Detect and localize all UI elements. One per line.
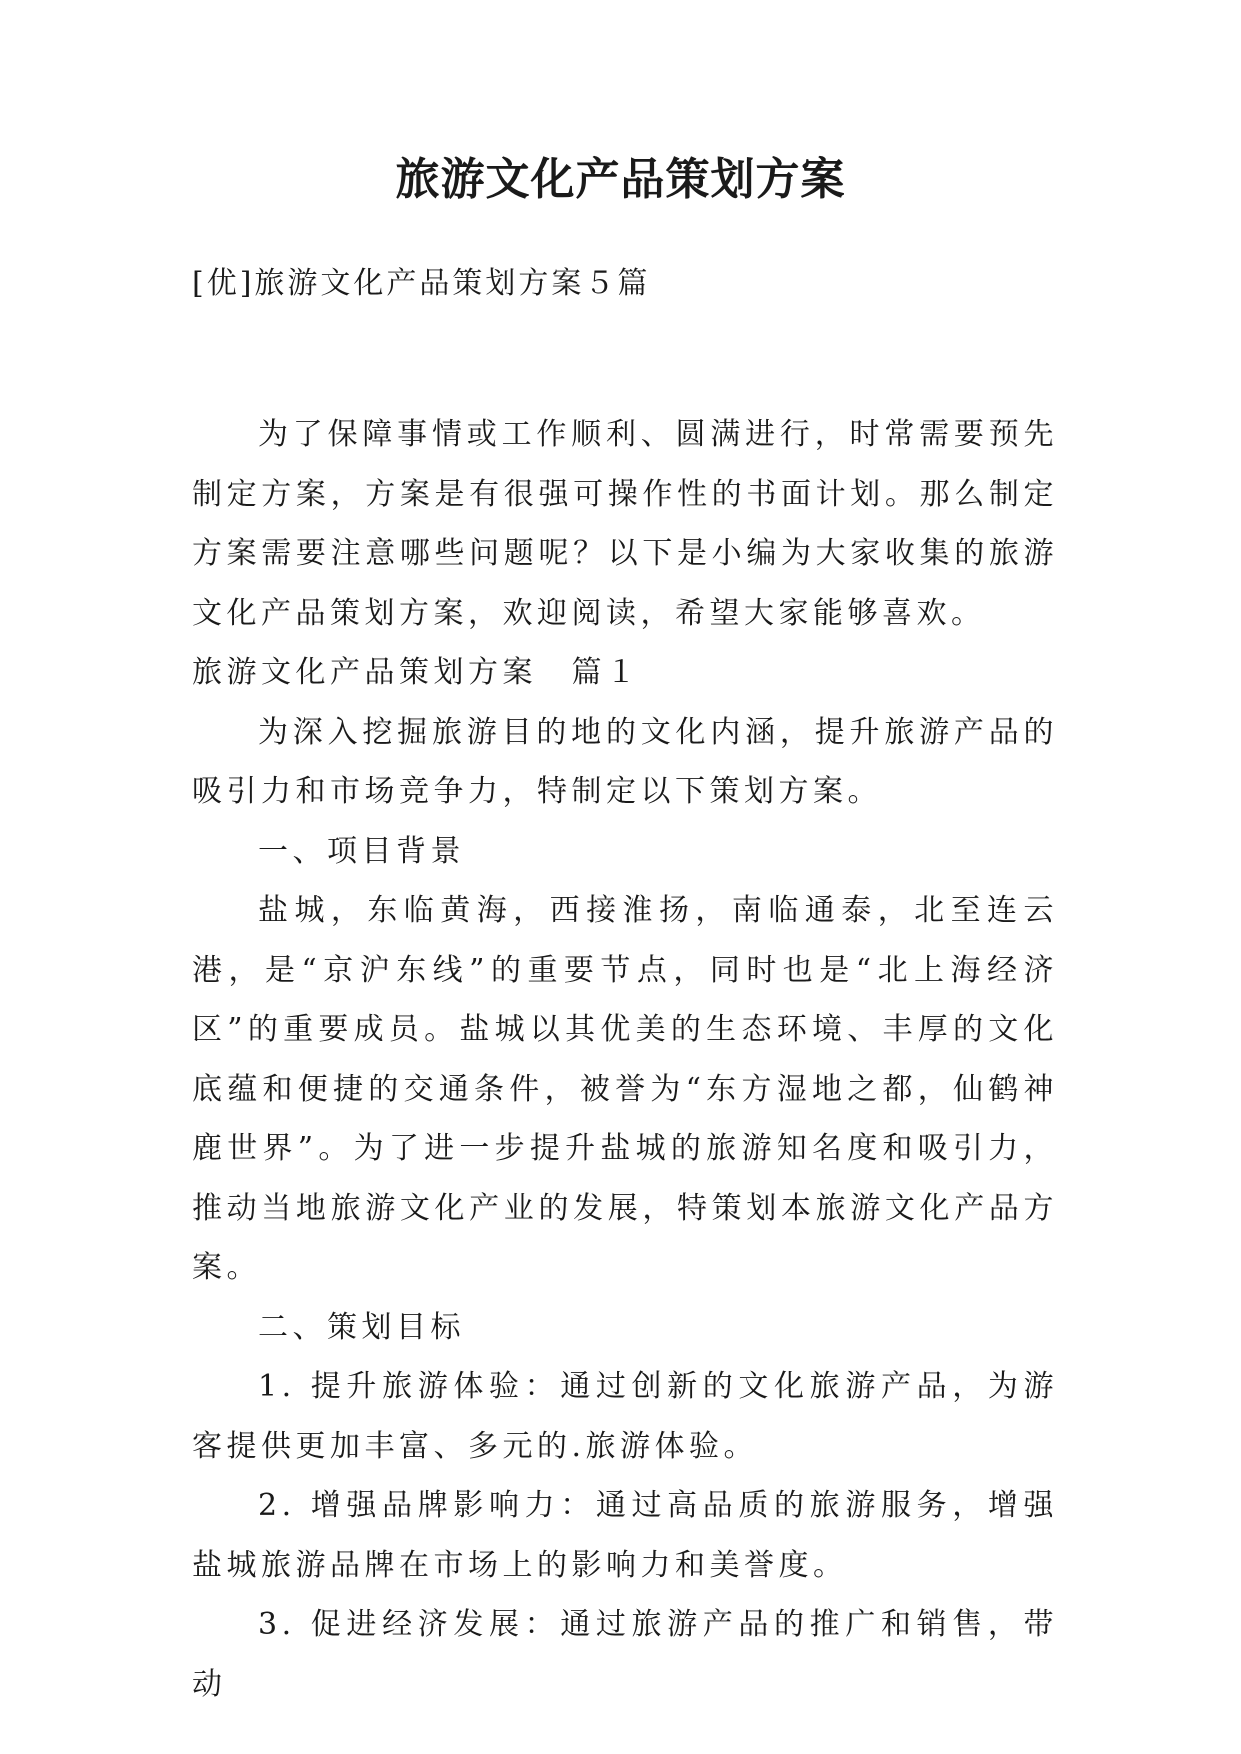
document-subtitle: [优]旅游文化产品策划方案５篇 bbox=[192, 266, 651, 301]
paragraph-purpose: 为深入挖掘旅游目的地的文化内涵，提升旅游产品的吸引力和市场竞争力，特制定以下策划方案。 bbox=[192, 714, 1058, 809]
heading-goals: 二、策划目标 bbox=[258, 1309, 465, 1345]
heading-background: 一、项目背景 bbox=[258, 833, 465, 869]
goal-item-2: 2. 增强品牌影响力：通过高品质的旅游服务，增强盐城旅游品牌在市场上的影响力和美誉度。 bbox=[192, 1488, 1058, 1583]
section-title: 旅游文化产品策划方案 篇１ bbox=[192, 655, 641, 690]
goal-item-1: 1. 提升旅游体验：通过创新的文化旅游产品，为游客提供更加丰富、多元的.旅游体验。 bbox=[192, 1369, 1058, 1464]
goal-item-3: 3. 促进经济发展：通过旅游产品的推广和销售，带动 bbox=[192, 1607, 1058, 1702]
document-title: 旅游文化产品策划方案 bbox=[395, 154, 846, 205]
intro-paragraph: 为了保障事情或工作顺利、圆满进行，时常需要预先制定方案，方案是有很强可操作性的书面计划。那么制定方案需要注意哪些问题呢？以下是小编为大家收集的旅游文化产品策划方案，欢迎阅读，希望大家能够喜欢。 bbox=[192, 417, 1058, 631]
paragraph-background: 盐城，东临黄海，西接淮扬，南临通泰，北至连云港，是“京沪东线”的重要节点，同时也是“北上海经济区”的重要成员。盐城以其优美的生态环境、丰厚的文化底蕴和便捷的交通条件，被誉为“东方湿地之都，仙鹤神鹿世界”。为了进一步提升盐城的旅游知名度和吸引力，推动当地旅游文化产业的发展，特策划本旅游文化产品方案。 bbox=[192, 893, 1058, 1285]
document-body bbox=[192, 405, 1058, 1714]
